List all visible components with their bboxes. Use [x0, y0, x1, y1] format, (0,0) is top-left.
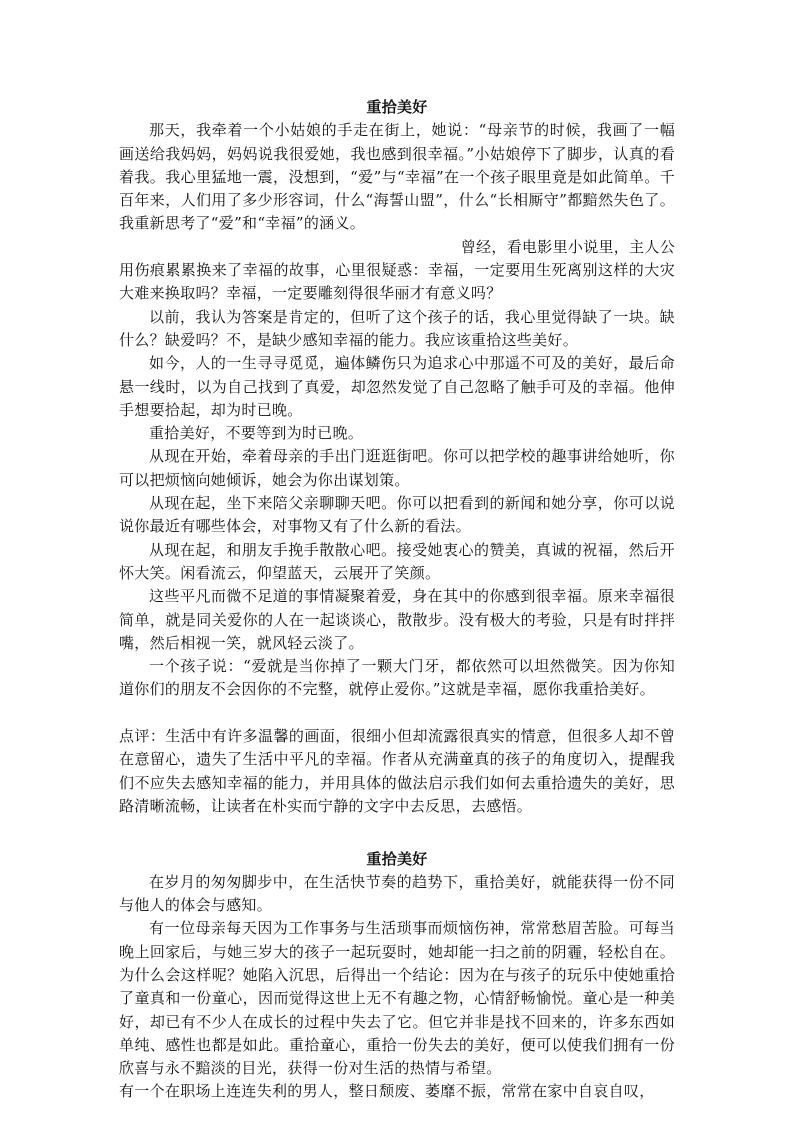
paragraph: 如今，人的一生寻寻觅觅，遍体鳞伤只为追求心中那遥不可及的美好，最后命悬一线时，以为自己找到了真爱，却忽然发觉了自己忽略了触手可及的幸福。他伸手想要拾起，却为时已晚。 — [119, 354, 675, 419]
paragraph: 一个孩子说：“爱就是当你掉了一颗大门牙，都依然可以坦然微笑。因为你知道你们的朋友不会因你的不完整，就停止爱你。”这就是幸福，愿你我重拾美好。 — [119, 657, 675, 699]
paragraph: 在岁月的匆匆脚步中，在生活快节奏的趋势下，重拾美好，就能获得一份不同与他人的体会与感知。 — [119, 872, 675, 915]
article-title: 重拾美好 — [366, 849, 428, 868]
paragraph: 这些平凡而微不足道的事情凝聚着爱，身在其中的你感到很幸福。原来幸福很简单，就是同关爱你的人在一起谈谈心，散散步。没有极大的考验，只是有时拌拌嘴，然后相视一笑，就风轻云淡了。 — [119, 587, 675, 652]
paragraph: 以前，我认为答案是肯定的，但听了这个孩子的话，我心里觉得缺了一块。缺什么？缺爱吗？不，是缺少感知幸福的能力。我应该重拾这些美好。 — [119, 307, 675, 349]
paragraph: 从现在起，和朋友手挽手散散心吧。接受她衷心的赞美，真诚的祝福，然后开怀大笑。闲看流云，仰望蓝天，云展开了笑颜。 — [119, 540, 675, 582]
paragraph: 曾经，看电影里小说里，主人公 — [460, 237, 675, 256]
paragraph: 用伤痕累累换来了幸福的故事，心里很疑惑：幸福，一定要用生死离别这样的大灾大难来换取吗？幸福，一定要雕刻得很华丽才有意义吗？ — [119, 261, 675, 303]
paragraph: 那天，我牵着一个小姑娘的手走在街上，她说：“母亲节的时候，我画了一幅画送给我妈妈，妈妈说我很爱她，我也感到很幸福。”小姑娘停下了脚步，认真的看着我。我心里猛地一震，没想到，“爱”与“幸福”在一个孩子眼里竟是如此简单。千百年来，人们用了多少形容词，什么“海誓山盟”，什么“长相厮守”都黯然失色了。我重新思考了“爱”和“幸福”的涵义。 — [119, 121, 675, 233]
paragraph: 从现在开始，牵着母亲的手出门逛逛街吧。你可以把学校的趣事讲给她听，你可以把烦恼向她倾诉，她会为你出谋划策。 — [119, 447, 675, 489]
paragraph: 有一个在职场上连连失利的男人，整日颓废、萎靡不振，常常在家中自哀自叹， — [119, 1082, 655, 1101]
paragraph: 重拾美好，不要等到为时已晚。 — [149, 424, 364, 443]
comment-paragraph: 点评：生活中有许多温馨的画面，很细小但却流露很真实的情意，但很多人却不曾在意留心，遗失了生活中平凡的幸福。作者从充满童真的孩子的角度切入，提醒我们不应失去感知幸福的能力，并用具体的做法启示我们如何去重拾遗失的美好，思路清晰流畅，让读者在朴实而宁静的文字中去反思，去感悟。 — [119, 727, 675, 815]
article-title: 重拾美好 — [366, 98, 428, 116]
document-page — [119, 96, 675, 1104]
spacer — [119, 818, 675, 841]
paragraph: 有一位母亲每天因为工作事务与生活琐事而烦恼伤神，常常愁眉苦脸。可每当晚上回家后，与她三岁大的孩子一起玩耍时，她却能一扫之前的阴霾，轻松自在。为什么会这样呢？她陷入沉思，后得出一个结论：因为在与孩子的玩乐中使她重拾了童真和一份童心，因而觉得这世上无不有趣之物，心情舒畅愉悦。童心是一种美好，却已有不少人在成长的过程中失去了它。但它并非是找不回来的，许多东西如单纯、感性也都是如此。重拾童心，重拾一份失去的美好，便可以使我们拥有一份欣喜与永不黯淡的目光，获得一份对生活的热情与希望。 — [119, 919, 675, 1078]
paragraph: 从现在起，坐下来陪父亲聊聊天吧。你可以把看到的新闻和她分享，你可以说说你最近有哪些体会，对事物又有了什么新的看法。 — [119, 494, 675, 536]
spacer — [119, 702, 675, 725]
